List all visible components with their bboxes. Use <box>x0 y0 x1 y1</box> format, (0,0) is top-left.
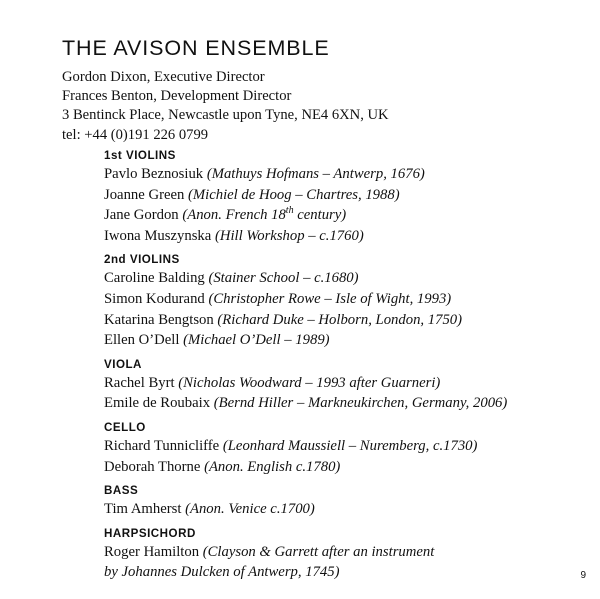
player-instrument: (Leonhard Maussiell – Nuremberg, c.1730) <box>222 437 478 454</box>
player-entry <box>104 205 574 226</box>
player-name: Richard Tunnicliffe <box>104 437 223 454</box>
player-instrument: (Michiel de Hoog – Chartres, 1988) <box>188 186 400 203</box>
player-name: Pavlo Beznosiuk <box>104 166 207 182</box>
player-entry <box>104 373 574 394</box>
player-name: Joanne Green <box>104 186 189 203</box>
roster-section <box>104 358 574 414</box>
player-entry <box>104 164 574 185</box>
player-instrument: (Hill Workshop – c.1760) <box>214 227 364 244</box>
player-name: Caroline Balding <box>104 270 209 287</box>
player-instrument-continued: by Johannes Dulcken of Antwerp, 1745) <box>104 564 340 581</box>
player-name: Katarina Bengtson <box>104 311 218 328</box>
roster-section <box>104 149 574 246</box>
player-instrument: (Clayson & Garrett after an instrument <box>202 543 435 560</box>
roster-section <box>104 484 574 520</box>
player-name: Simon Kodurand <box>104 290 209 307</box>
page-title: THE AVISON ENSEMBLE <box>62 36 330 60</box>
player-entry <box>104 310 574 331</box>
page-number: 9 <box>580 570 586 581</box>
roster-section <box>104 527 574 583</box>
player-instrument: (Mathuys Hofmans – Antwerp, 1676) <box>206 166 425 182</box>
player-entry <box>104 268 574 289</box>
player-instrument: (Michael O’Dell – 1989) <box>183 332 330 349</box>
player-entry <box>104 393 574 414</box>
roster-section <box>104 421 574 477</box>
player-instrument: (Anon. French 18th century) <box>182 205 347 224</box>
player-entry <box>104 457 574 478</box>
player-instrument: (Anon. English c.1780) <box>204 458 341 475</box>
player-entry <box>104 226 574 247</box>
contact-line: 3 Bentinck Place, Newcastle upon Tyne, NE4 6XN, UK <box>62 107 389 124</box>
section-heading: CELLO <box>104 420 146 434</box>
roster-list <box>104 149 574 590</box>
player-instrument: (Richard Duke – Holborn, London, 1750) <box>217 311 463 328</box>
player-instrument: (Stainer School – c.1680) <box>208 270 359 287</box>
section-heading: 1st VIOLINS <box>104 149 176 162</box>
player-name: Jane Gordon <box>104 207 183 224</box>
player-instrument: (Nicholas Woodward – 1993 after Guarneri) <box>178 374 441 391</box>
contact-block <box>62 68 389 145</box>
player-name: Tim Amherst <box>104 501 186 518</box>
player-entry <box>104 330 574 351</box>
player-entry <box>104 185 574 206</box>
player-entry <box>104 542 574 583</box>
roster-section <box>104 253 574 350</box>
contact-line: tel: +44 (0)191 226 0799 <box>62 126 209 143</box>
player-entry <box>104 436 574 457</box>
player-name: Iwona Muszynska <box>104 227 215 244</box>
contact-line: Frances Benton, Development Director <box>62 88 292 105</box>
contact-line: Gordon Dixon, Executive Director <box>62 69 265 85</box>
player-name: Deborah Thorne <box>104 458 205 475</box>
player-entry <box>104 289 574 310</box>
section-heading: HARPSICHORD <box>104 526 196 540</box>
section-heading: BASS <box>104 484 139 498</box>
section-heading: VIOLA <box>104 357 142 371</box>
player-entry <box>104 499 574 520</box>
player-instrument: (Bernd Hiller – Markneukirchen, Germany, 2006) <box>213 395 508 412</box>
player-name: Rachel Byrt <box>104 374 179 391</box>
player-name: Emile de Roubaix <box>104 395 214 412</box>
player-name: Ellen O’Dell <box>104 332 184 349</box>
player-instrument: (Anon. Venice c.1700) <box>185 501 315 518</box>
section-heading: 2nd VIOLINS <box>104 253 180 267</box>
player-name: Roger Hamilton <box>104 543 203 560</box>
player-instrument: (Christopher Rowe – Isle of Wight, 1993) <box>208 290 452 307</box>
